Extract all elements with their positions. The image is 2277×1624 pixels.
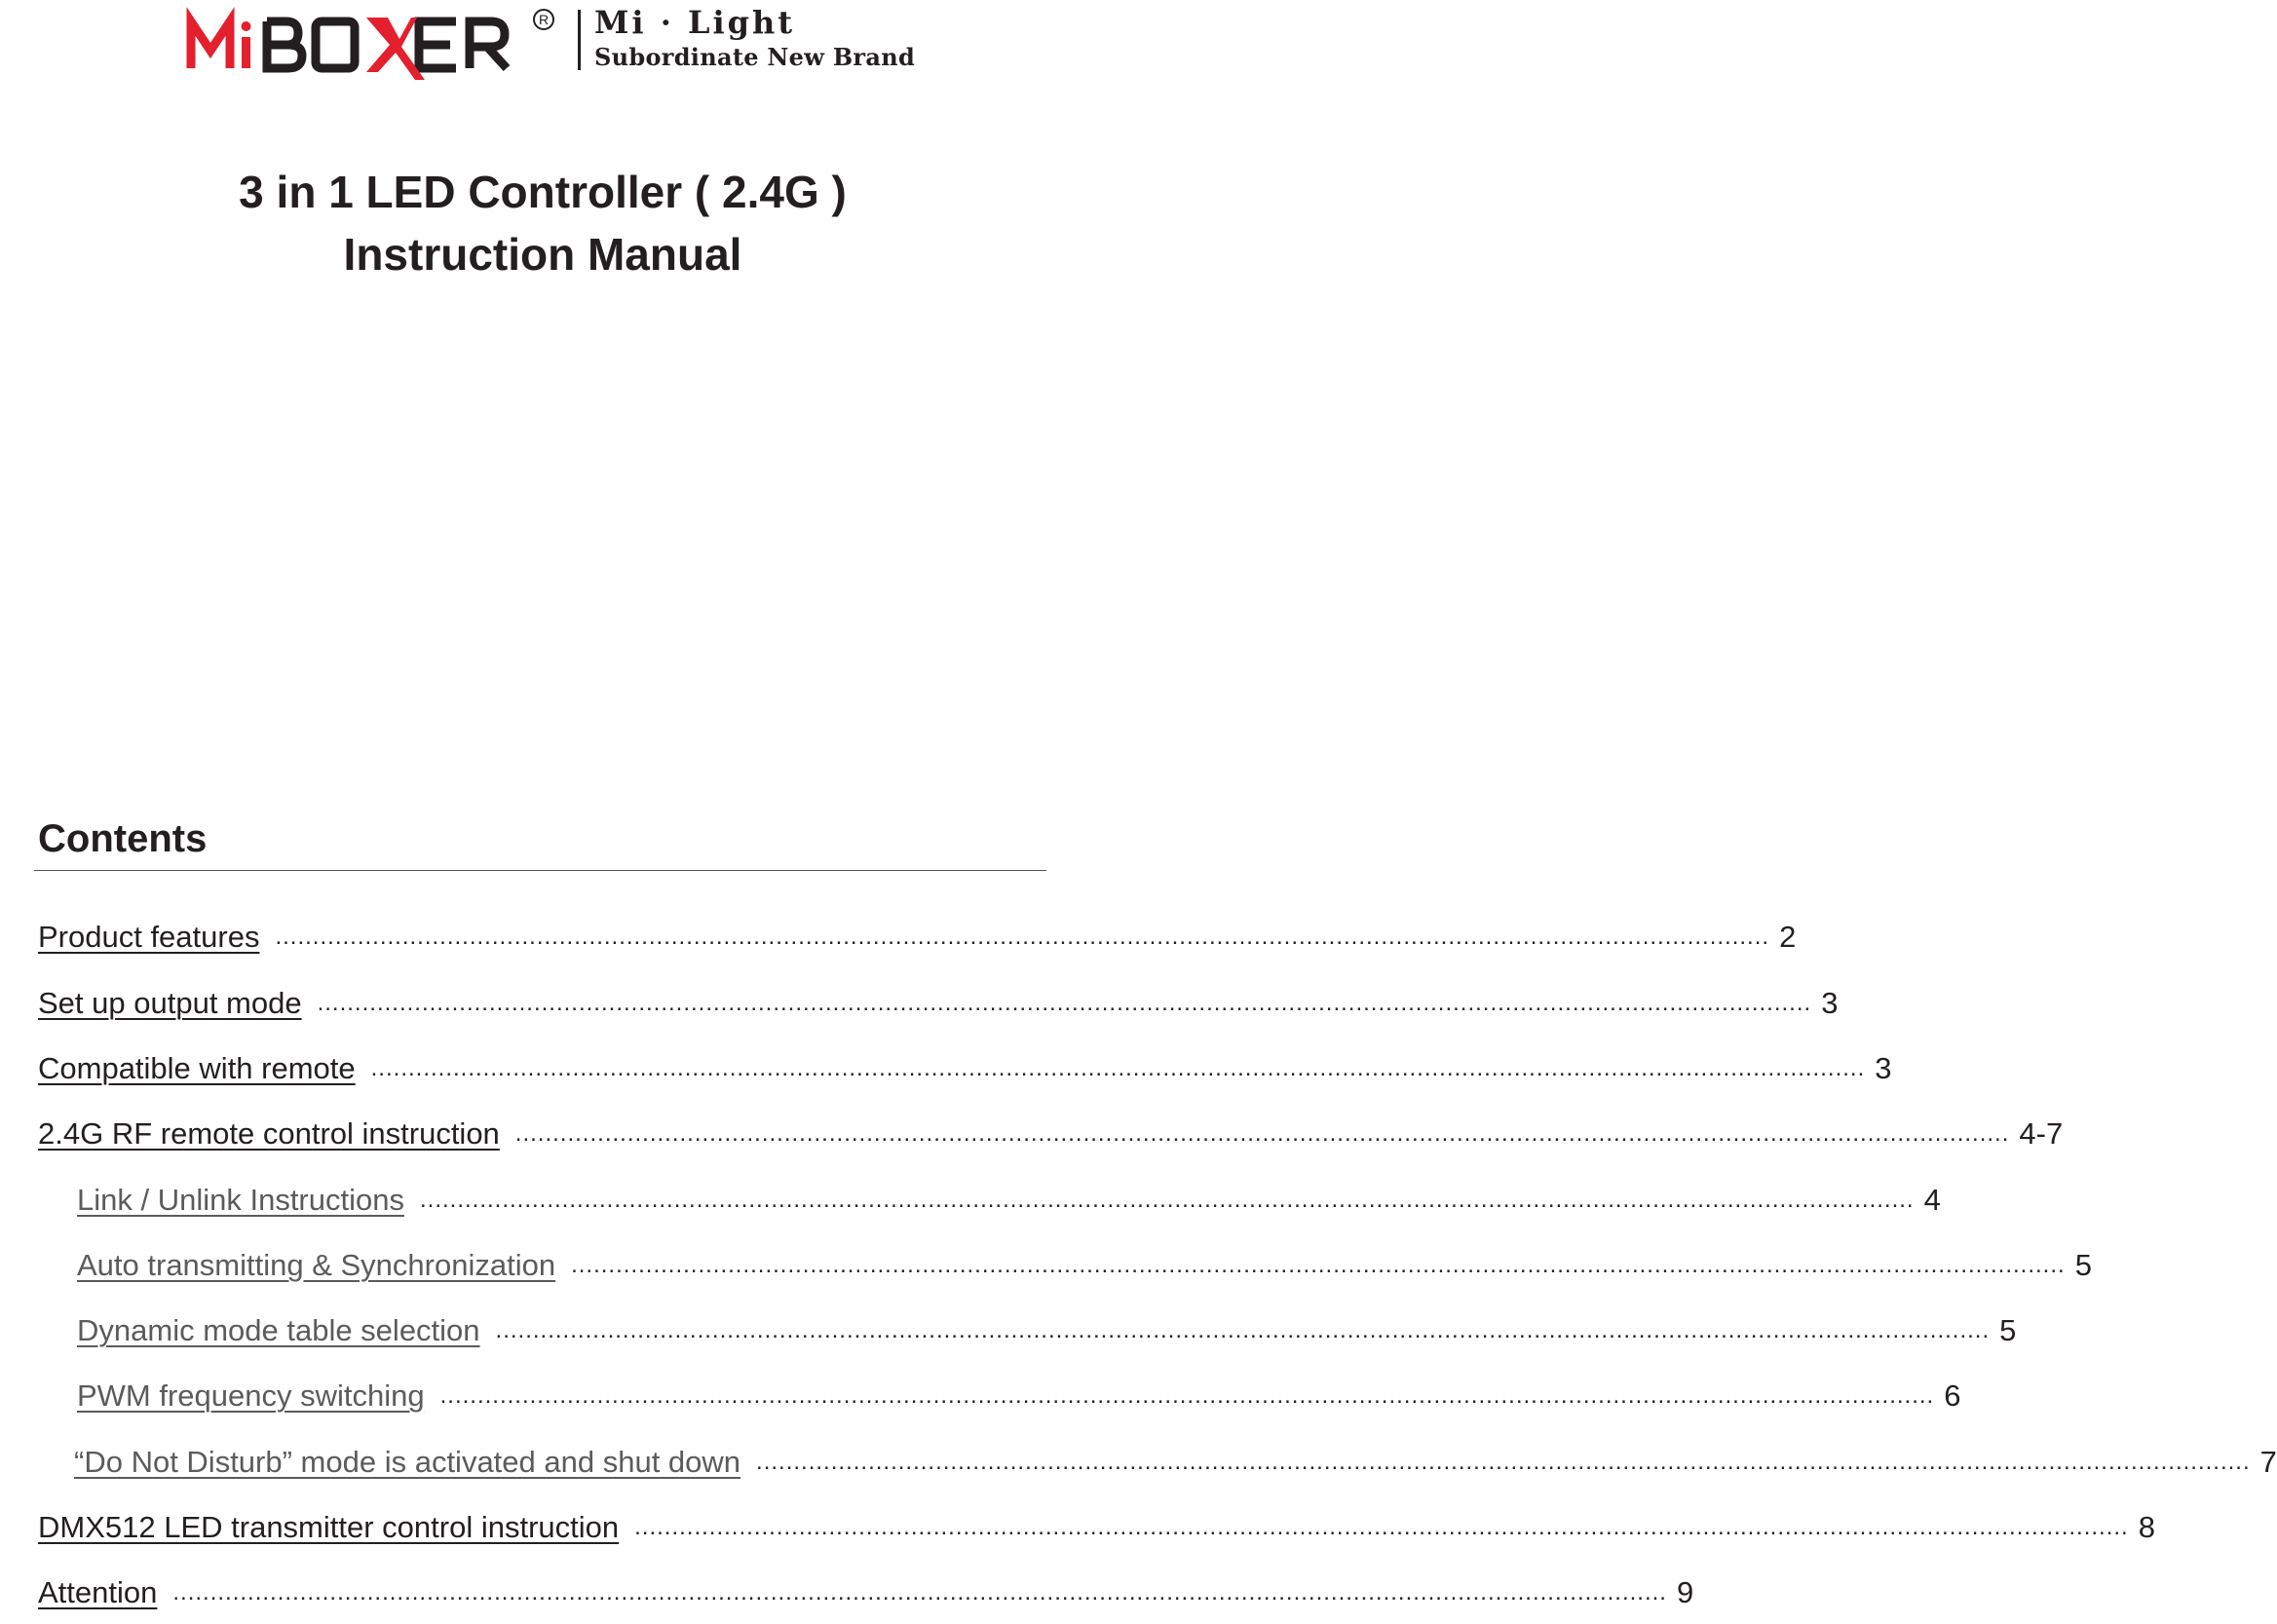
toc-entry[interactable]: [0, 1045, 1892, 1088]
toc-entry[interactable]: [0, 1242, 2092, 1285]
sub-brand: [594, 2, 915, 72]
toc-entry-link[interactable]: Attention: [38, 1575, 158, 1609]
toc-entry-link[interactable]: Link / Unlink Instructions: [77, 1183, 404, 1217]
toc-page-number: 2: [1779, 920, 1797, 954]
toc-entry-link[interactable]: 2.4G RF remote control instruction: [38, 1116, 500, 1151]
toc-page-number: 5: [1999, 1313, 2017, 1347]
miboxer-logo: [185, 8, 555, 86]
toc-entry-link[interactable]: PWM frequency switching: [77, 1379, 425, 1413]
sub-brand-name: Mi · Light: [594, 4, 796, 41]
brand-separator: [578, 10, 581, 70]
toc-entry[interactable]: [0, 980, 1839, 1023]
toc-dot-leader: ........................................................................................................................................................................................................: [172, 1579, 1667, 1605]
toc-dot-leader: ........................................................................................................................................................................................................: [571, 1252, 2066, 1278]
toc-page-number: 9: [1676, 1575, 1694, 1609]
toc-entry[interactable]: [0, 914, 1797, 957]
toc-page-number: 8: [2138, 1510, 2155, 1544]
toc-page-number: 4: [1923, 1183, 1941, 1217]
toc-entry[interactable]: [0, 1504, 2155, 1547]
toc-page-number: 3: [1875, 1051, 1892, 1085]
contents-divider: [34, 870, 1046, 871]
toc-dot-leader: ........................................................................................................................................................................................................: [756, 1449, 2251, 1475]
toc-entry-link[interactable]: Set up output mode: [38, 986, 302, 1020]
toc-entry[interactable]: [0, 1373, 1961, 1416]
toc-page-number: 4-7: [2019, 1116, 2064, 1151]
toc-entry-link[interactable]: Compatible with remote: [38, 1051, 356, 1085]
title-line-2: Instruction Manual: [343, 229, 742, 280]
toc-entry[interactable]: [0, 1111, 2064, 1153]
toc-page-number: 6: [1944, 1379, 1961, 1413]
toc-entry-link[interactable]: Dynamic mode table selection: [77, 1313, 480, 1347]
toc-entry[interactable]: [0, 1439, 2277, 1482]
toc-dot-leader: ........................................................................................................................................................................................................: [419, 1187, 1915, 1213]
toc-entry-link[interactable]: “Do Not Disturb” mode is activated and shut down: [74, 1445, 741, 1479]
toc-entry[interactable]: [0, 1307, 2017, 1350]
toc-entry[interactable]: [0, 1177, 1941, 1220]
toc-dot-leader: ........................................................................................................................................................................................................: [634, 1514, 2129, 1540]
toc-entry-link[interactable]: Auto transmitting & Synchronization: [77, 1248, 556, 1282]
toc-dot-leader: ........................................................................................................................................................................................................: [370, 1055, 1866, 1081]
toc-dot-leader: ........................................................................................................................................................................................................: [439, 1382, 1935, 1409]
toc-dot-leader: ........................................................................................................................................................................................................: [317, 990, 1812, 1016]
toc-entry-link[interactable]: Product features: [38, 920, 260, 954]
toc-dot-leader: ........................................................................................................................................................................................................: [495, 1317, 1991, 1343]
toc-page-number: 5: [2074, 1248, 2092, 1282]
sub-brand-tagline: Subordinate New Brand: [594, 43, 916, 71]
title-line-1: 3 in 1 LED Controller ( 2.4G ): [239, 167, 847, 217]
toc-entry[interactable]: [0, 1569, 1694, 1612]
svg-text:R: R: [538, 12, 550, 27]
toc-dot-leader: ........................................................................................................................................................................................................: [514, 1120, 2010, 1147]
toc-page-number: 3: [1821, 986, 1839, 1020]
document-title: [0, 161, 1085, 285]
toc-dot-leader: ........................................................................................................................................................................................................: [275, 924, 1770, 950]
contents-heading: Contents: [38, 817, 208, 860]
page-header: [0, 0, 1085, 107]
toc-page-number: 7: [2259, 1445, 2277, 1479]
toc-entry-link[interactable]: DMX512 LED transmitter control instruction: [38, 1510, 620, 1544]
